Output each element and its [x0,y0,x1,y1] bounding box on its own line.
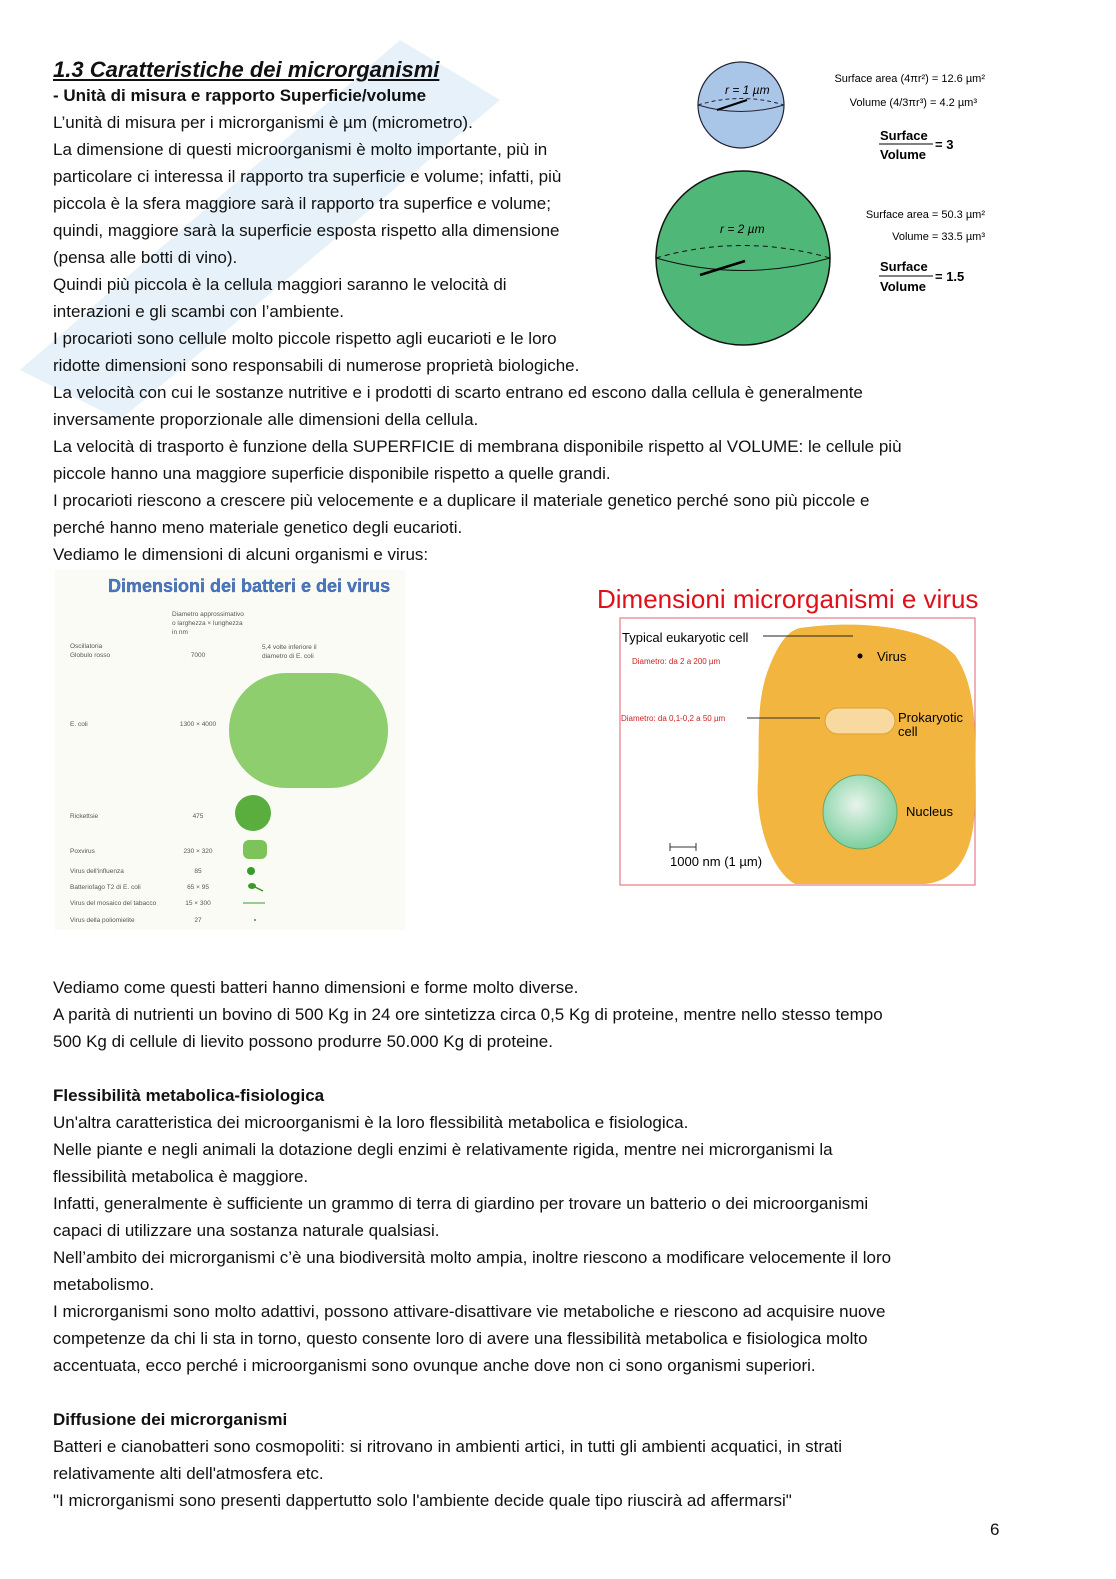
text-line: "I microrganismi sono presenti dappertutto solo l'ambiente decide quale tipo riuscirà ad affermarsi" [53,1491,792,1510]
ratio-denominator: Volume [880,147,926,162]
text-line: L’unità di misura per i microrganismi è µm (micrometro). [53,113,473,132]
text-line: flessibilità metabolica è maggiore. [53,1167,309,1186]
figure-title: Dimensioni microrganismi e virus [597,584,979,614]
page-number: 6 [990,1520,1000,1539]
microorganism-virus-figure [595,580,1005,890]
large-volume: Volume = 33.5 µm³ [892,231,985,243]
text-line: capaci di utilizzare una sostanza naturale qualsiasi. [53,1221,440,1240]
small-sphere [698,62,784,148]
ratio-numerator: Surface [880,259,928,274]
organism-size: 27 [194,917,202,924]
virus-dot [858,654,863,659]
organism-size: 65 × 95 [187,884,209,891]
organism-label: Poxvirus [70,848,95,855]
rickettsie-shape [235,795,271,831]
text-line: piccola è la sfera maggiore sarà il rapporto tra superfice e volume; [53,194,551,213]
subsection-title: - Unità di misura e rapporto Superficie/volume [53,86,427,105]
text-line: 500 Kg di cellule di lievito possono produrre 50.000 Kg di proteine. [53,1032,553,1051]
surface-volume-figure [645,58,1005,358]
bacteria-virus-sizes-figure [55,570,405,930]
organism-label: Virus dell'influenza [70,868,124,875]
column-header: in nm [172,629,188,636]
section-heading: Diffusione dei microrganismi [53,1410,288,1429]
prokaryotic-label: cell [898,724,918,739]
organism-size: 85 [194,868,202,875]
text-line: piccole hanno una maggiore superficie disponibile rispetto a quelle grandi. [53,464,611,483]
organism-label: Virus della poliomielite [70,917,135,924]
text-line: Batteri e cianobatteri sono cosmopoliti: si ritrovano in ambienti artici, in tutti gli ambienti acquatici, in strati [53,1437,842,1456]
eukaryotic-diameter: Diametro: da 2 a 200 µm [632,657,721,666]
text-line: Nell’ambito dei microrganismi c’è una biodiversità molto ampia, inoltre riescono a modificare velocemente il loro [53,1248,892,1267]
prokaryotic-cell-shape [825,708,895,734]
organism-size: 475 [192,813,204,820]
nucleus-label: Nucleus [906,804,953,819]
small-volume: Volume (4/3πr³) = 4.2 µm³ [849,97,977,109]
phage-shape [248,883,256,889]
text-line: inversamente proporzionale alle dimensioni della cellula. [53,410,479,429]
text-line: Un'altra caratteristica dei microorganismi è la loro flessibilità metabolica e fisiologica. [53,1113,689,1132]
figure-title: Dimensioni dei batteri e dei virus [108,576,391,596]
column-header: Diametro approssimativo [172,611,244,618]
column-header: o larghezza × lunghezza [172,620,243,627]
organism-size: 15 × 300 [185,900,211,907]
poxvirus-shape [243,840,267,859]
text-line: I microrganismi sono molto adattivi, possono attivare-disattivare vie metaboliche e riescono ad acquisire nuove [53,1302,886,1321]
organism-label: Batteriofago T2 di E. coli [70,884,141,891]
text-line: La dimensione di questi microorganismi è molto importante, più in [53,140,548,159]
text-line: particolare ci interessa il rapporto tra superficie e volume; infatti, più [53,167,562,186]
text-line: ridotte dimensioni sono responsabili di numerose proprietà biologiche. [53,356,580,375]
note-text: 5,4 volte inferiore il [262,644,317,651]
text-line: Vediamo come questi batteri hanno dimensioni e forme molto diverse. [53,978,579,997]
prokaryotic-label: Prokaryotic [898,710,964,725]
large-radius-label: r = 2 µm [720,222,765,236]
text-line [53,1055,891,1082]
polio-shape [254,919,256,921]
ecoli-shape [229,673,388,788]
organism-label: Oscillatoria [70,643,103,650]
organism-size: 7000 [190,652,206,659]
text-line: metabolismo. [53,1275,155,1294]
section-heading: Flessibilità metabolica-fisiologica [53,1086,325,1105]
text-line: Infatti, generalmente è sufficiente un grammo di terra di giardino per trovare un batterio o dei microorganismi [53,1194,869,1213]
text-line: Vediamo le dimensioni di alcuni organismi e virus: [53,545,429,564]
organism-label: Virus del mosaico del tabacco [70,900,157,907]
small-surface-area: Surface area (4πr²) = 12.6 µm² [834,73,985,85]
text-line: La velocità con cui le sostanze nutritive e i prodotti di scarto entrano ed escono dalla cellula è generalmente [53,383,863,402]
text-line: Nelle piante e negli animali la dotazione degli enzimi è relativamente rigida, mentre nei microrganismi la [53,1140,833,1159]
paragraph-block-2 [53,974,891,1514]
eukaryotic-label: Typical eukaryotic cell [622,630,749,645]
scale-bar-label: 1000 nm (1 µm) [670,854,763,869]
ratio-numerator: Surface [880,128,928,143]
text-line [53,1379,891,1406]
prokaryotic-diameter: Diametro: da 0,1-0,2 a 50 µm [621,714,726,723]
text-line: La velocità di trasporto è funzione della SUPERFICIE di membrana disponibile rispetto al VOLUME: le cellule più [53,437,902,456]
organism-size: 230 × 320 [183,848,213,855]
text-line: quindi, maggiore sarà la superficie esposta rispetto alla dimensione [53,221,560,240]
influenza-shape [247,867,255,875]
organism-label: Rickettsie [70,813,99,820]
large-ratio-value: = 1.5 [935,269,965,284]
text-line: accentuata, ecco perché i microorganismi sono ovunque anche dove non ci sono organismi superiori. [53,1356,816,1375]
ratio-denominator: Volume [880,279,926,294]
small-ratio-value: = 3 [935,137,954,152]
text-line: competenze da chi li sta in torno, questo consente loro di avere una flessibilità metabolica e fisiologica molto [53,1329,868,1348]
text-line: (pensa alle botti di vino). [53,248,238,267]
text-line: perché hanno meno materiale genetico degli eucarioti. [53,518,463,537]
nucleus-shape [823,775,897,849]
virus-label: Virus [877,649,907,664]
large-sphere [656,171,830,345]
large-surface-area: Surface area = 50.3 µm² [865,209,985,221]
organism-label: Globulo rosso [70,652,111,659]
text-line: Quindi più piccola è la cellula maggiori saranno le velocità di [53,275,507,294]
note-text: diametro di E. coli [262,653,314,660]
small-radius-label: r = 1 µm [725,83,770,97]
text-line: relativamente alti dell'atmosfera etc. [53,1464,324,1483]
text-line: interazioni e gli scambi con l’ambiente. [53,302,345,321]
text-line: A parità di nutrienti un bovino di 500 Kg in 24 ore sintetizza circa 0,5 Kg di proteine, mentre nello stesso tempo [53,1005,883,1024]
organism-label: E. coli [70,721,88,728]
organism-size: 1300 × 4000 [179,721,217,728]
text-line: I procarioti riescono a crescere più velocemente e a duplicare il materiale genetico perché sono più piccole e [53,491,870,510]
text-line: I procarioti sono cellule molto piccole rispetto agli eucarioti e le loro [53,329,557,348]
section-title: 1.3 Caratteristiche dei microrganismi [53,57,440,82]
